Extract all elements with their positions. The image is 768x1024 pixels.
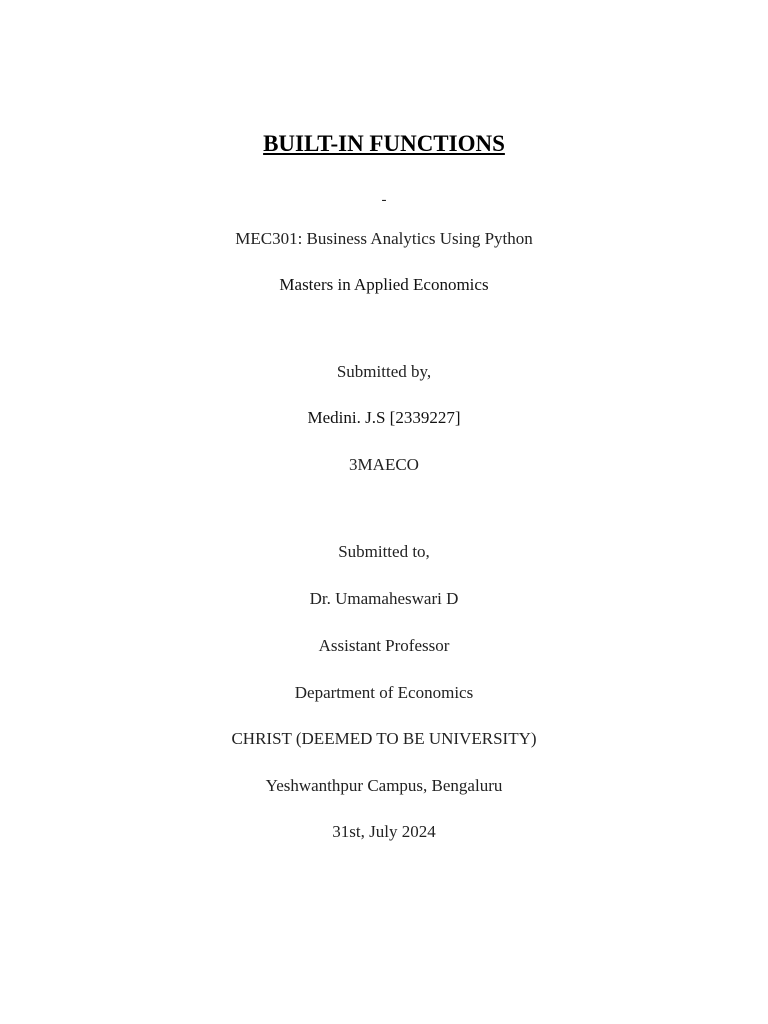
teacher-name: Dr. Umamaheswari D	[309, 589, 459, 608]
student-class: 3MAECO	[349, 455, 419, 474]
teacher-designation: Assistant Professor	[318, 636, 450, 655]
student-name: Medini. J.S [2339227]	[307, 408, 461, 427]
campus-name: Yeshwanthpur Campus, Bengaluru	[265, 776, 503, 795]
submitted-to-label: Submitted to,	[338, 542, 430, 561]
title-separator-dash: -	[381, 192, 387, 208]
document-title: BUILT-IN FUNCTIONS	[263, 131, 505, 156]
department-name: Department of Economics	[294, 683, 474, 702]
submission-date: 31st, July 2024	[332, 822, 436, 841]
program-name: Masters in Applied Economics	[279, 275, 489, 294]
submitted-by-label: Submitted by,	[336, 362, 432, 381]
course-name: MEC301: Business Analytics Using Python	[235, 229, 533, 248]
university-name: CHRIST (DEEMED TO BE UNIVERSITY)	[231, 729, 537, 748]
